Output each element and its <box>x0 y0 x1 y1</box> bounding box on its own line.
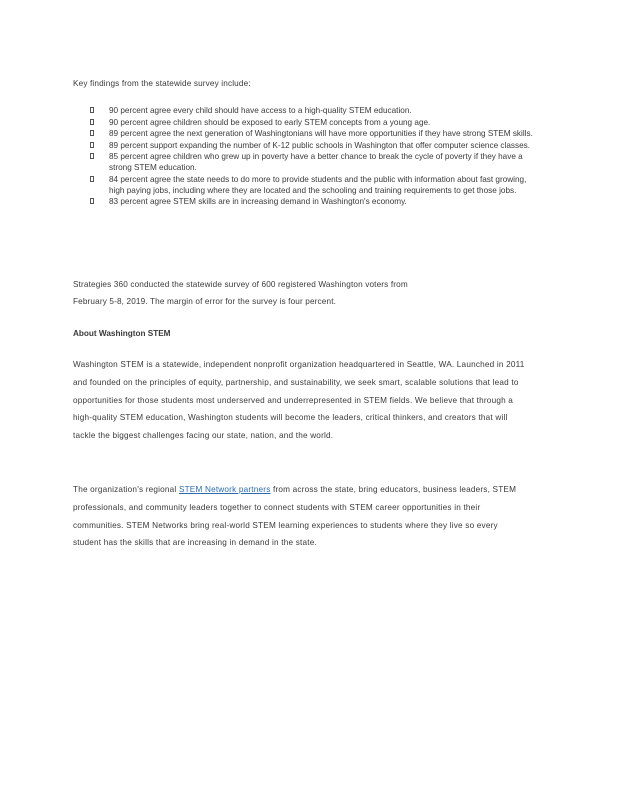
methodology-line-2: February 5-8, 2019. The margin of error for the survey is four percent. <box>73 297 337 306</box>
stem-network-partners-link[interactable]: STEM Network partners <box>178 485 271 494</box>
bullet-box-icon <box>90 176 94 182</box>
bullet-box-icon <box>90 198 94 204</box>
network-paragraph <box>73 481 528 552</box>
bullet-box-icon <box>90 107 94 113</box>
about-paragraph: Washington STEM is a statewide, independent nonprofit organization headquartered in Seattle, WA. Launched in 2011 and founded on the principles of equity, partnership, and sustainability, we seek smart, scalable solutions that lead to opportunities for those students most underserved and underrepresented in STEM fields. We believe that through a high-quality STEM education, Washington students will become the leaders, critical thinkers, and creators that will tackle the biggest challenges facing our state, nation, and the world. <box>73 360 525 441</box>
list-item: 83 percent agree STEM skills are in increasing demand in Washington's economy. <box>90 196 550 207</box>
methodology-line-1: Strategies 360 conducted the statewide survey of 600 registered Washington voters from <box>73 280 408 289</box>
bullet-box-icon <box>90 142 94 148</box>
list-item: 84 percent agree the state needs to do more to provide students and the public with information about fast growing, high paying jobs, including where they are located and the schooling and training requirements to get those jobs. <box>90 174 550 196</box>
intro-text: Key findings from the statewide survey include: <box>73 79 251 88</box>
list-item: 90 percent agree children should be exposed to early STEM concepts from a young age. <box>90 117 550 128</box>
about-heading: About Washington STEM <box>73 329 171 338</box>
bullet-box-icon <box>90 119 94 125</box>
list-item: 90 percent agree every child should have access to a high-quality STEM education. <box>90 105 550 116</box>
list-item: 89 percent agree the next generation of Washingtonians will have more opportunities if they have strong STEM skills. <box>90 128 550 139</box>
list-item: 89 percent support expanding the number of K-12 public schools in Washington that offer computer science classes. <box>90 140 550 151</box>
bullet-box-icon <box>90 153 94 159</box>
network-text-before: The organization's regional <box>73 485 179 494</box>
list-item: 85 percent agree children who grew up in poverty have a better chance to break the cycle of poverty if they have a strong STEM education. <box>90 151 550 173</box>
bullet-box-icon <box>90 130 94 136</box>
findings-list <box>90 105 550 208</box>
network-text-after: from across the state, bring educators, business leaders, STEM professionals, and community leaders together to connect students with STEM career opportunities in their communities. STEM Networks bring real-world STEM learning experiences to students where they live so every student has the skills that are increasing in demand in the state. <box>73 485 517 548</box>
